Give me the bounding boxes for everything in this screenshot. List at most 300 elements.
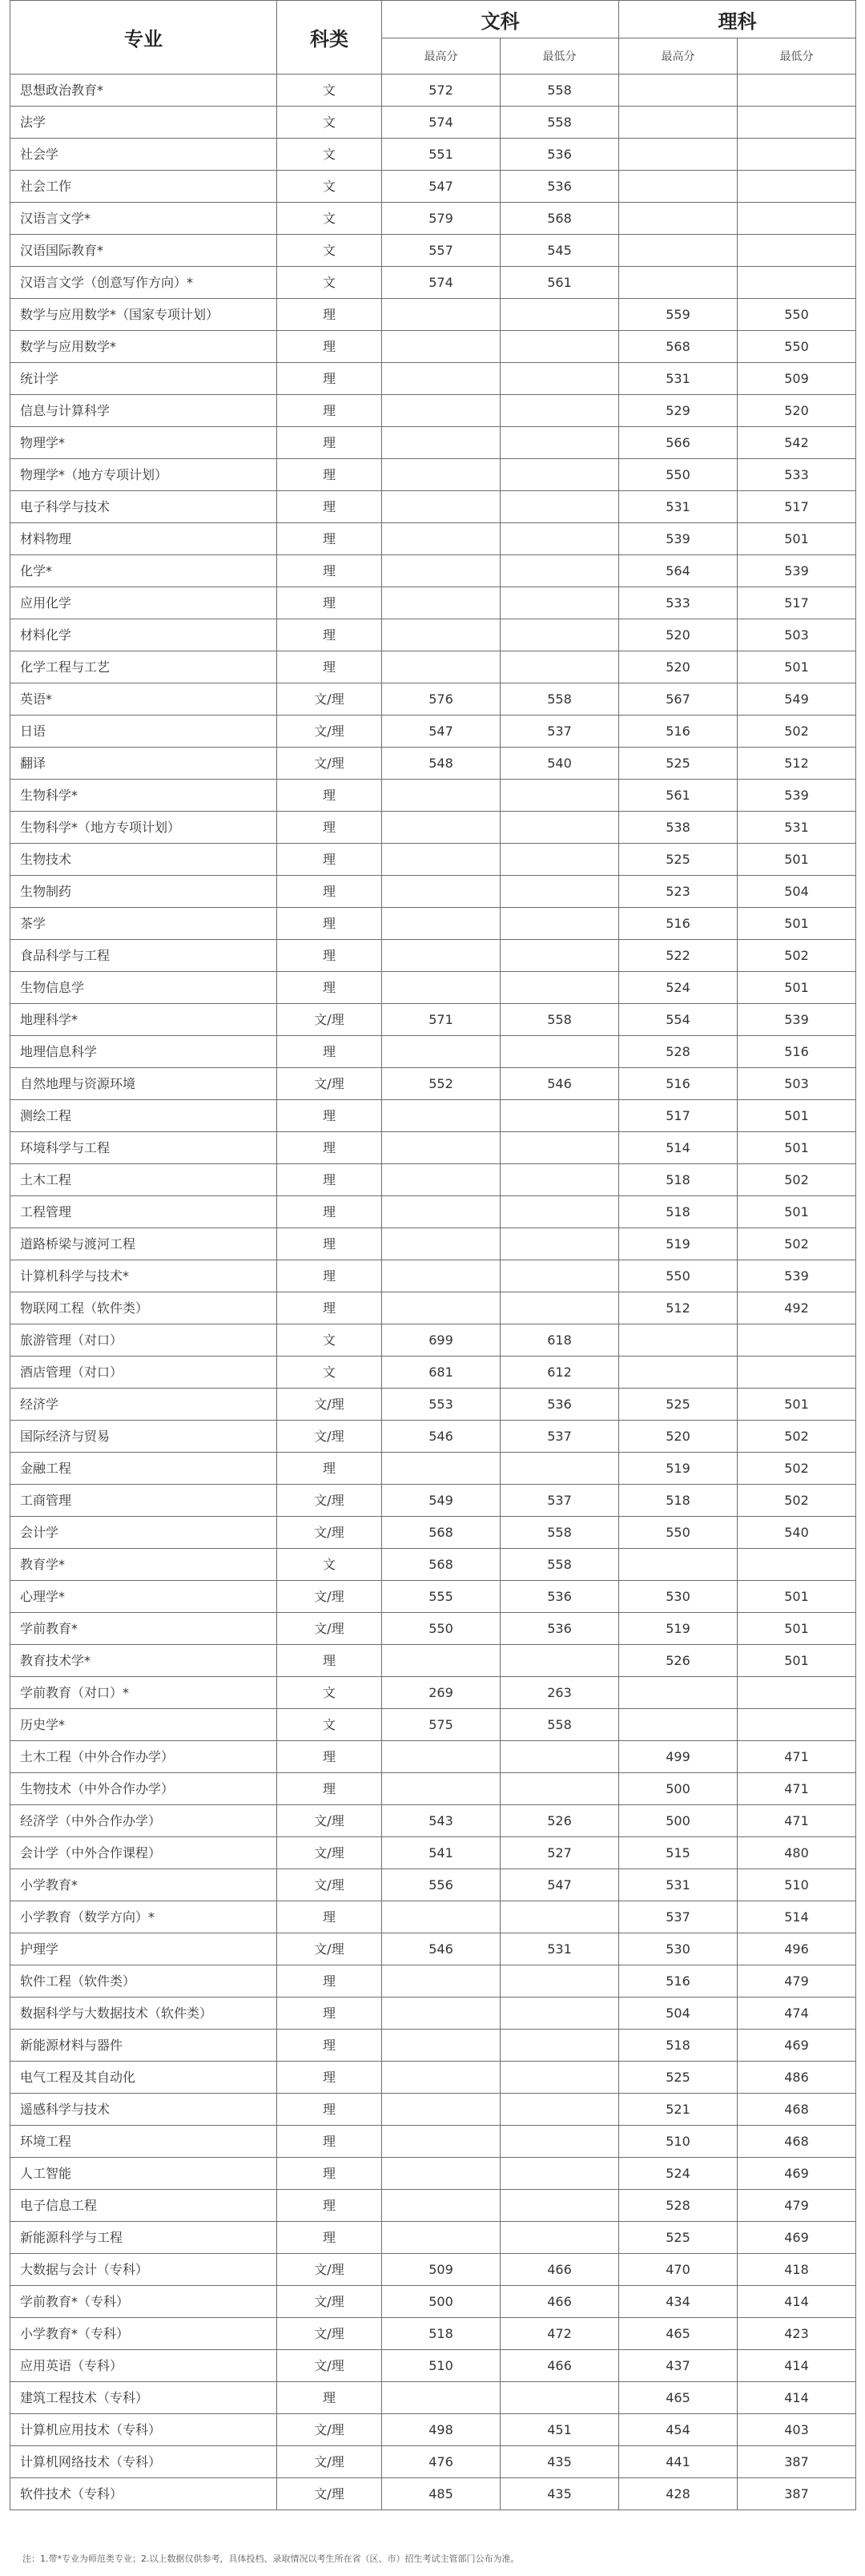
like-min-cell: 387 (738, 2446, 856, 2478)
like-max-cell (619, 203, 738, 235)
wenke-max-cell (382, 619, 501, 651)
like-max-cell: 504 (619, 1998, 738, 2030)
wenke-max-cell (382, 812, 501, 844)
major-cell: 信息与计算科学 (10, 395, 277, 427)
like-min-cell (738, 107, 856, 139)
like-max-cell: 524 (619, 972, 738, 1004)
wenke-min-cell (501, 812, 619, 844)
major-cell: 酒店管理（对口） (10, 1357, 277, 1389)
like-max-cell: 566 (619, 427, 738, 459)
wenke-max-cell: 553 (382, 1389, 501, 1421)
type-cell: 文 (277, 1357, 382, 1389)
table-row (10, 491, 856, 523)
like-min-cell: 503 (738, 619, 856, 651)
wenke-max-cell (382, 1645, 501, 1677)
like-max-cell: 531 (619, 1869, 738, 1901)
like-min-cell: 403 (738, 2414, 856, 2446)
wenke-min-cell: 435 (501, 2478, 619, 2510)
table-row (10, 395, 856, 427)
like-min-cell: 471 (738, 1741, 856, 1773)
type-cell: 文 (277, 75, 382, 107)
like-min-cell: 471 (738, 1805, 856, 1837)
type-cell: 理 (277, 395, 382, 427)
type-cell: 理 (277, 812, 382, 844)
major-cell: 会计学（中外合作课程） (10, 1837, 277, 1869)
table-row (10, 1004, 856, 1036)
wenke-min-cell: 612 (501, 1357, 619, 1389)
wenke-max-cell: 510 (382, 2350, 501, 2382)
wenke-min-cell: 531 (501, 1933, 619, 1965)
like-max-cell (619, 107, 738, 139)
like-min-cell (738, 1357, 856, 1389)
like-min-cell: 502 (738, 1485, 856, 1517)
major-cell: 学前教育（对口）* (10, 1677, 277, 1709)
like-min-cell: 502 (738, 1228, 856, 1260)
type-cell: 文/理 (277, 2254, 382, 2286)
table-row (10, 1228, 856, 1260)
wenke-max-cell (382, 2094, 501, 2126)
wenke-min-cell (501, 2094, 619, 2126)
like-min-cell: 479 (738, 2190, 856, 2222)
major-cell: 汉语言文学* (10, 203, 277, 235)
table-row (10, 235, 856, 267)
type-cell: 理 (277, 1645, 382, 1677)
type-cell: 文/理 (277, 1421, 382, 1453)
type-cell: 文 (277, 107, 382, 139)
like-min-cell: 469 (738, 2158, 856, 2190)
like-max-cell: 518 (619, 1196, 738, 1228)
major-cell: 茶学 (10, 908, 277, 940)
table-row (10, 972, 856, 1004)
wenke-min-cell: 536 (501, 1389, 619, 1421)
wenke-min-cell (501, 2030, 619, 2062)
type-cell: 理 (277, 299, 382, 331)
wenke-max-cell: 543 (382, 1805, 501, 1837)
like-min-cell: 520 (738, 395, 856, 427)
like-min-cell: 496 (738, 1933, 856, 1965)
wenke-min-cell (501, 363, 619, 395)
like-min-cell: 469 (738, 2222, 856, 2254)
wenke-max-cell (382, 1965, 501, 1998)
wenke-max-cell: 681 (382, 1357, 501, 1389)
like-min-cell: 550 (738, 331, 856, 363)
type-cell: 理 (277, 2222, 382, 2254)
like-max-cell (619, 1324, 738, 1357)
type-cell: 文/理 (277, 2414, 382, 2446)
table-body (10, 75, 856, 2510)
wenke-min-cell: 536 (501, 139, 619, 171)
wenke-max-cell (382, 1453, 501, 1485)
table-row (10, 1260, 856, 1292)
major-cell: 物联网工程（软件类） (10, 1292, 277, 1324)
wenke-min-cell: 263 (501, 1677, 619, 1709)
major-cell: 工程管理 (10, 1196, 277, 1228)
like-min-cell: 486 (738, 2062, 856, 2094)
like-min-cell: 550 (738, 299, 856, 331)
wenke-min-cell: 558 (501, 75, 619, 107)
like-min-cell: 414 (738, 2382, 856, 2414)
like-max-cell: 529 (619, 395, 738, 427)
wenke-max-cell (382, 1901, 501, 1933)
like-max-cell: 523 (619, 876, 738, 908)
like-min-cell: 501 (738, 523, 856, 555)
like-max-cell: 525 (619, 844, 738, 876)
admission-score-table (10, 0, 856, 2510)
wenke-max-cell: 547 (382, 171, 501, 203)
wenke-min-cell (501, 523, 619, 555)
like-min-cell: 501 (738, 1389, 856, 1421)
like-max-cell: 526 (619, 1645, 738, 1677)
like-min-cell: 474 (738, 1998, 856, 2030)
major-cell: 统计学 (10, 363, 277, 395)
table-row (10, 1324, 856, 1357)
wenke-max-cell (382, 1292, 501, 1324)
like-max-cell: 567 (619, 683, 738, 716)
wenke-min-cell (501, 1773, 619, 1805)
table-row (10, 1998, 856, 2030)
wenke-max-cell (382, 2190, 501, 2222)
wenke-min-cell (501, 1741, 619, 1773)
like-min-cell (738, 235, 856, 267)
type-cell: 文 (277, 203, 382, 235)
wenke-max-cell (382, 1998, 501, 2030)
like-max-cell: 522 (619, 940, 738, 972)
table-row (10, 780, 856, 812)
type-cell: 文/理 (277, 1933, 382, 1965)
like-min-cell: 539 (738, 555, 856, 587)
major-cell: 环境工程 (10, 2126, 277, 2158)
type-cell: 理 (277, 1965, 382, 1998)
wenke-max-cell (382, 299, 501, 331)
major-cell: 电子信息工程 (10, 2190, 277, 2222)
type-cell: 理 (277, 427, 382, 459)
table-row (10, 2286, 856, 2318)
wenke-min-cell: 451 (501, 2414, 619, 2446)
like-min-cell: 539 (738, 1004, 856, 1036)
type-cell: 理 (277, 1998, 382, 2030)
like-min-cell (738, 139, 856, 171)
like-max-cell (619, 1677, 738, 1709)
wenke-max-cell: 552 (382, 1068, 501, 1100)
wenke-max-cell (382, 2382, 501, 2414)
wenke-max-cell (382, 1036, 501, 1068)
like-min-cell (738, 1549, 856, 1581)
like-max-cell: 465 (619, 2318, 738, 2350)
wenke-max-cell: 485 (382, 2478, 501, 2510)
like-max-cell: 428 (619, 2478, 738, 2510)
major-cell: 自然地理与资源环境 (10, 1068, 277, 1100)
table-row (10, 2254, 856, 2286)
like-max-cell (619, 235, 738, 267)
table-row (10, 139, 856, 171)
type-cell: 理 (277, 331, 382, 363)
like-min-cell: 501 (738, 1581, 856, 1613)
major-cell: 生物技术（中外合作办学） (10, 1773, 277, 1805)
wenke-max-cell (382, 2030, 501, 2062)
wenke-min-cell (501, 651, 619, 683)
wenke-min-cell (501, 491, 619, 523)
major-cell: 遥感科学与技术 (10, 2094, 277, 2126)
like-max-cell: 530 (619, 1933, 738, 1965)
major-cell: 英语* (10, 683, 277, 716)
like-max-cell (619, 1549, 738, 1581)
type-cell: 文/理 (277, 2318, 382, 2350)
wenke-max-cell (382, 427, 501, 459)
major-cell: 数学与应用数学* (10, 331, 277, 363)
wenke-max-cell: 568 (382, 1517, 501, 1549)
wenke-min-cell (501, 331, 619, 363)
wenke-max-cell: 549 (382, 1485, 501, 1517)
table-row (10, 267, 856, 299)
table-row (10, 2062, 856, 2094)
wenke-max-cell (382, 908, 501, 940)
like-min-cell: 502 (738, 1421, 856, 1453)
wenke-min-cell (501, 1100, 619, 1132)
like-min-cell: 414 (738, 2350, 856, 2382)
type-cell: 理 (277, 2094, 382, 2126)
like-min-cell: 501 (738, 1196, 856, 1228)
wenke-max-cell (382, 523, 501, 555)
header-wenke: 文科 (382, 1, 619, 38)
like-max-cell: 520 (619, 619, 738, 651)
table-row (10, 1164, 856, 1196)
major-cell: 生物科学*（地方专项计划） (10, 812, 277, 844)
major-cell: 小学教育（数学方向）* (10, 1901, 277, 1933)
major-cell: 生物信息学 (10, 972, 277, 1004)
major-cell: 材料化学 (10, 619, 277, 651)
major-cell: 数学与应用数学*（国家专项计划） (10, 299, 277, 331)
wenke-max-cell (382, 2062, 501, 2094)
wenke-min-cell: 547 (501, 1869, 619, 1901)
like-min-cell: 479 (738, 1965, 856, 1998)
wenke-max-cell: 555 (382, 1581, 501, 1613)
wenke-min-cell (501, 972, 619, 1004)
like-max-cell: 514 (619, 1132, 738, 1164)
header-wenke-min: 最低分 (501, 38, 619, 75)
wenke-max-cell (382, 2158, 501, 2190)
table-row (10, 587, 856, 619)
major-cell: 生物制药 (10, 876, 277, 908)
like-min-cell: 469 (738, 2030, 856, 2062)
like-min-cell: 502 (738, 1453, 856, 1485)
table-row (10, 651, 856, 683)
wenke-max-cell: 269 (382, 1677, 501, 1709)
wenke-max-cell (382, 459, 501, 491)
type-cell: 理 (277, 1901, 382, 1933)
like-max-cell: 434 (619, 2286, 738, 2318)
wenke-max-cell: 500 (382, 2286, 501, 2318)
table-row (10, 1068, 856, 1100)
like-min-cell: 480 (738, 1837, 856, 1869)
wenke-min-cell (501, 780, 619, 812)
like-min-cell: 502 (738, 716, 856, 748)
like-min-cell: 504 (738, 876, 856, 908)
type-cell: 文/理 (277, 2286, 382, 2318)
wenke-min-cell: 561 (501, 267, 619, 299)
type-cell: 理 (277, 2190, 382, 2222)
type-cell: 文 (277, 235, 382, 267)
type-cell: 理 (277, 1132, 382, 1164)
like-max-cell (619, 1709, 738, 1741)
type-cell: 理 (277, 1292, 382, 1324)
major-cell: 教育技术学* (10, 1645, 277, 1677)
like-max-cell: 519 (619, 1453, 738, 1485)
type-cell: 理 (277, 1196, 382, 1228)
wenke-min-cell (501, 908, 619, 940)
type-cell: 理 (277, 1453, 382, 1485)
wenke-min-cell (501, 1292, 619, 1324)
wenke-max-cell (382, 1164, 501, 1196)
like-max-cell (619, 75, 738, 107)
like-max-cell: 531 (619, 491, 738, 523)
table-row (10, 1581, 856, 1613)
like-min-cell: 501 (738, 1613, 856, 1645)
major-cell: 地理科学* (10, 1004, 277, 1036)
like-max-cell: 559 (619, 299, 738, 331)
type-cell: 文 (277, 139, 382, 171)
table-row (10, 1869, 856, 1901)
table-row (10, 2318, 856, 2350)
wenke-min-cell: 527 (501, 1837, 619, 1869)
type-cell: 文/理 (277, 2350, 382, 2382)
wenke-min-cell: 568 (501, 203, 619, 235)
like-min-cell: 501 (738, 1645, 856, 1677)
wenke-min-cell (501, 876, 619, 908)
major-cell: 日语 (10, 716, 277, 748)
wenke-max-cell: 550 (382, 1613, 501, 1645)
wenke-min-cell: 558 (501, 683, 619, 716)
major-cell: 心理学* (10, 1581, 277, 1613)
table-row (10, 1357, 856, 1389)
like-max-cell: 525 (619, 2222, 738, 2254)
wenke-min-cell (501, 395, 619, 427)
wenke-max-cell (382, 1260, 501, 1292)
wenke-max-cell: 574 (382, 267, 501, 299)
like-min-cell: 510 (738, 1869, 856, 1901)
like-min-cell: 502 (738, 1164, 856, 1196)
major-cell: 电气工程及其自动化 (10, 2062, 277, 2094)
major-cell: 土木工程（中外合作办学） (10, 1741, 277, 1773)
wenke-min-cell (501, 1196, 619, 1228)
wenke-min-cell: 558 (501, 1549, 619, 1581)
type-cell: 文 (277, 1549, 382, 1581)
type-cell: 文 (277, 1709, 382, 1741)
wenke-min-cell: 558 (501, 107, 619, 139)
like-min-cell: 501 (738, 1132, 856, 1164)
wenke-max-cell (382, 331, 501, 363)
wenke-min-cell (501, 1164, 619, 1196)
wenke-min-cell: 618 (501, 1324, 619, 1357)
wenke-min-cell (501, 2062, 619, 2094)
like-max-cell: 530 (619, 1581, 738, 1613)
like-max-cell: 525 (619, 748, 738, 780)
like-min-cell: 387 (738, 2478, 856, 2510)
type-cell: 文/理 (277, 683, 382, 716)
table-row (10, 1901, 856, 1933)
type-cell: 理 (277, 908, 382, 940)
major-cell: 汉语国际教育* (10, 235, 277, 267)
like-max-cell: 437 (619, 2350, 738, 2382)
wenke-min-cell (501, 1228, 619, 1260)
like-max-cell: 500 (619, 1773, 738, 1805)
like-min-cell: 549 (738, 683, 856, 716)
like-max-cell: 499 (619, 1741, 738, 1773)
table-row (10, 1773, 856, 1805)
wenke-min-cell: 536 (501, 171, 619, 203)
type-cell: 文 (277, 1324, 382, 1357)
like-max-cell: 554 (619, 1004, 738, 1036)
major-cell: 护理学 (10, 1933, 277, 1965)
table-row (10, 683, 856, 716)
table-row (10, 844, 856, 876)
like-min-cell (738, 1677, 856, 1709)
wenke-min-cell: 536 (501, 1613, 619, 1645)
wenke-max-cell (382, 1100, 501, 1132)
like-min-cell: 501 (738, 844, 856, 876)
major-cell: 教育学* (10, 1549, 277, 1581)
type-cell: 理 (277, 2126, 382, 2158)
type-cell: 理 (277, 780, 382, 812)
wenke-max-cell: 541 (382, 1837, 501, 1869)
wenke-min-cell (501, 2222, 619, 2254)
wenke-min-cell (501, 940, 619, 972)
like-min-cell: 503 (738, 1068, 856, 1100)
table-row (10, 2158, 856, 2190)
table-row (10, 107, 856, 139)
type-cell: 文 (277, 1677, 382, 1709)
wenke-min-cell (501, 619, 619, 651)
table-row (10, 619, 856, 651)
wenke-max-cell: 699 (382, 1324, 501, 1357)
table-row (10, 1453, 856, 1485)
wenke-min-cell (501, 1901, 619, 1933)
major-cell: 软件技术（专科） (10, 2478, 277, 2510)
type-cell: 理 (277, 523, 382, 555)
type-cell: 文/理 (277, 1613, 382, 1645)
like-min-cell: 414 (738, 2286, 856, 2318)
type-cell: 理 (277, 876, 382, 908)
table-row (10, 1517, 856, 1549)
major-cell: 环境科学与工程 (10, 1132, 277, 1164)
table-row (10, 1837, 856, 1869)
wenke-max-cell: 548 (382, 748, 501, 780)
table-row (10, 1485, 856, 1517)
major-cell: 会计学 (10, 1517, 277, 1549)
table-row (10, 716, 856, 748)
type-cell: 理 (277, 1164, 382, 1196)
like-max-cell: 512 (619, 1292, 738, 1324)
table-row (10, 2414, 856, 2446)
like-max-cell: 465 (619, 2382, 738, 2414)
type-cell: 理 (277, 1228, 382, 1260)
like-max-cell: 531 (619, 363, 738, 395)
like-min-cell: 501 (738, 651, 856, 683)
like-max-cell: 539 (619, 523, 738, 555)
like-max-cell: 528 (619, 1036, 738, 1068)
major-cell: 测绘工程 (10, 1100, 277, 1132)
wenke-max-cell: 551 (382, 139, 501, 171)
like-min-cell: 468 (738, 2126, 856, 2158)
like-min-cell: 514 (738, 1901, 856, 1933)
wenke-max-cell: 557 (382, 235, 501, 267)
table-row (10, 2030, 856, 2062)
like-max-cell: 517 (619, 1100, 738, 1132)
like-max-cell: 516 (619, 1068, 738, 1100)
like-max-cell (619, 267, 738, 299)
major-cell: 小学教育*（专科） (10, 2318, 277, 2350)
table-row (10, 523, 856, 555)
like-min-cell (738, 171, 856, 203)
